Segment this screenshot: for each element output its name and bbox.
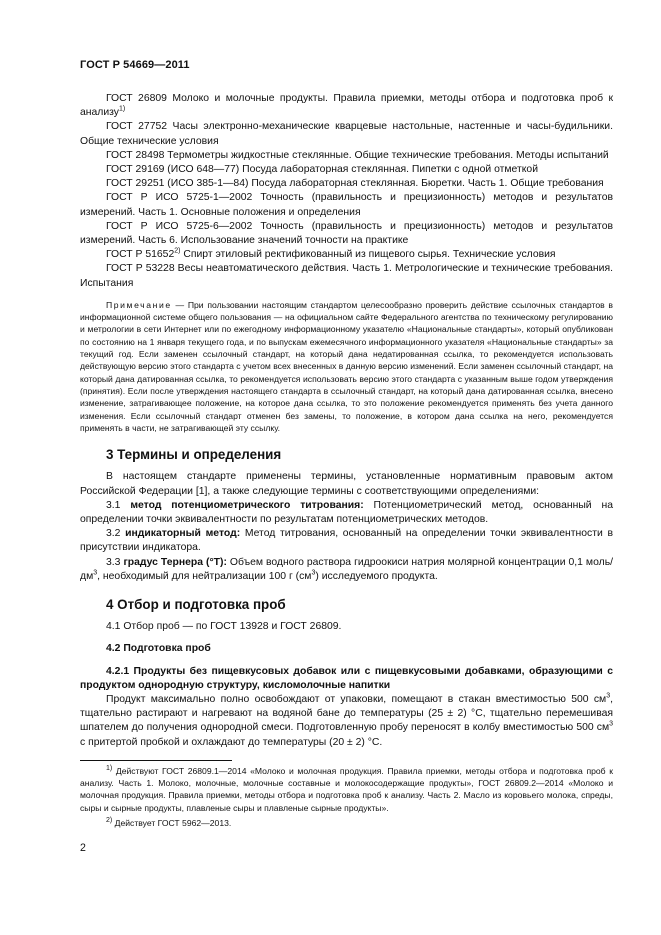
reference-item: ГОСТ Р 51652$^{2)}$ Спирт этиловый ректификованный из пищевого сырья. Технические условия	[106, 247, 556, 261]
reference-item: ГОСТ Р 53228 Весы неавтоматического действия. Часть 1. Метрологические и технические требования. Испытания	[80, 263, 613, 289]
term-definition: 3.3 градус Тернера (°Т): Объем водного раствора гидроокиси натрия молярной концентрации 0,1 моль/$дм^3$, необходимый для нейтрализации 100 г $(см^3)$ исследуемого продукта.	[80, 556, 613, 582]
term-name: индикаторный метод:	[125, 528, 241, 540]
section-3-heading: 3 Термины и определения	[106, 447, 282, 463]
footnote-1: $^{1)}$ Действуют ГОСТ 26809.1—2014 «Молоко и молочная продукция. Правила приемки, методы отбора и подготовка проб к анализу. Часть 1. Молоко, молочные, молочные составные и молокосодержащие продукты», ГОСТ 26809.2—2014 «Молоко и молочная продукция. Правила приемки, методы отбора и подготовка проб к анализу. Часть 2. Масло из коровьего молока, спреды, сыры и сырные продукты, плавленые сыры и плавленые сырные продукты».	[80, 764, 613, 813]
term-definition: 3.2 индикаторный метод: Метод титрования, основанный на определении точки эквивалентности в присутствии индикатора.	[80, 528, 613, 554]
reference-item: ГОСТ Р ИСО 5725-1—2002 Точность (правильность и прецизионность) методов и результатов измерений. Часть 1. Основные положения и определения	[80, 192, 613, 218]
footnote-divider	[80, 760, 232, 761]
footnotes	[80, 760, 613, 829]
sample-preparation-paragraph: Продукт максимально полно освобождают от упаковки, помещают в стакан вместимостью 500 $см^3$, тщательно растирают и нагревают на водяной бане до температуры (25 ± 2) °С, тщательно перемешивая шпателем до получения однородной смеси. Подготовленную пробу переносят в колбу вместимостью 500 $см^3$ с притертой пробкой и охлаждают до температуры (20 ± 2) °С.	[80, 692, 613, 748]
section-3-intro: В настоящем стандарте применены термины, установленные нормативным правовым актом Российской Федерации [1], а также следующие термины с соответствующими определениями:	[80, 471, 613, 497]
document-header: ГОСТ Р 54669—2011	[80, 59, 190, 71]
normative-references	[80, 92, 613, 291]
reference-item: ГОСТ 27752 Часы электронно-механические кварцевые настольные, настенные и часы-будильники. Общие технические условия	[80, 121, 613, 147]
note-text: — При пользовании настоящим стандартом целесообразно проверить действие ссылочных стандартов в информационной системе общего пользования — на официальном сайте Федерального агентства по техническому регулированию и метрологии в сети Интернет или по ежегодному информационному указателю «Национальные стандарты», который опубликован по состоянию на 1 января текущего года, и по выпускам ежемесячного информационного указателя «Национальные стандарты» за текущий год. Если заменен ссылочный стандарт, на который дана недатированная ссылка, то рекомендуется использовать действующую версию этого стандарта с учетом всех внесенных в данную версию изменений. Если заменен ссылочный стандарт, на который дана датированная ссылка, то рекомендуется использовать версию этого стандарта с указанным выше годом утверждения (принятия). Если после утверждения настоящего стандарта в ссылочный стандарт, на который дана датированная ссылка, внесено изменение, затрагивающее положение, на которое дана ссылка, то это положение рекомендуется применять без учета данного изменения. Если ссылочный стандарт отменен без замены, то положение, в котором дана ссылка на него, рекомендуется применять в части, не затрагивающей эту ссылку.	[80, 299, 613, 433]
reference-item: ГОСТ Р ИСО 5725-6—2002 Точность (правильность и прецизионность) методов и результатов измерений. Часть 6. Использование значений точности на практике	[80, 220, 613, 247]
document-body	[80, 92, 613, 829]
note-paragraph	[80, 299, 613, 434]
page-number: 2	[80, 842, 86, 854]
term-name: градус Тернера (°Т):	[123, 556, 227, 568]
term-definition: 3.1 метод потенциометрического титрования: Потенциометрический метод, основанный на определении точки эквивалентности по результатам потенциометрических методов.	[80, 499, 613, 525]
reference-item: ГОСТ 28498 Термометры жидкостные стеклянные. Общие технические требования. Методы испытаний	[106, 149, 609, 161]
subsection-4-2-heading: 4.2 Подготовка проб	[106, 643, 211, 655]
reference-item: ГОСТ 29251 (ИСО 385-1—84) Посуда лабораторная стеклянная. Бюретки. Часть 1. Общие требования	[106, 178, 604, 190]
section-4-heading: 4 Отбор и подготовка проб	[106, 596, 286, 612]
reference-item: ГОСТ 26809 Молоко и молочные продукты. Правила приемки, методы отбора и подготовка проб к анализу$^{1)}$	[80, 93, 613, 119]
subsection-4-2-1-heading: 4.2.1 Продукты без пищевкусовых добавок или с пищевкусовыми добавками, образующими с продуктом однородную структуру, кисломолочные напитки	[80, 665, 613, 691]
subsection-4-1: 4.1 Отбор проб — по ГОСТ 13928 и ГОСТ 26809.	[106, 621, 342, 633]
footnote-2: $^{2)}$ Действует ГОСТ 5962—2013.	[106, 817, 232, 828]
term-name: метод потенциометрического титрования:	[130, 499, 364, 511]
reference-item: ГОСТ 29169 (ИСО 648—77) Посуда лабораторная стеклянная. Пипетки с одной отметкой	[106, 164, 539, 176]
note-label: Примечание	[106, 299, 172, 310]
